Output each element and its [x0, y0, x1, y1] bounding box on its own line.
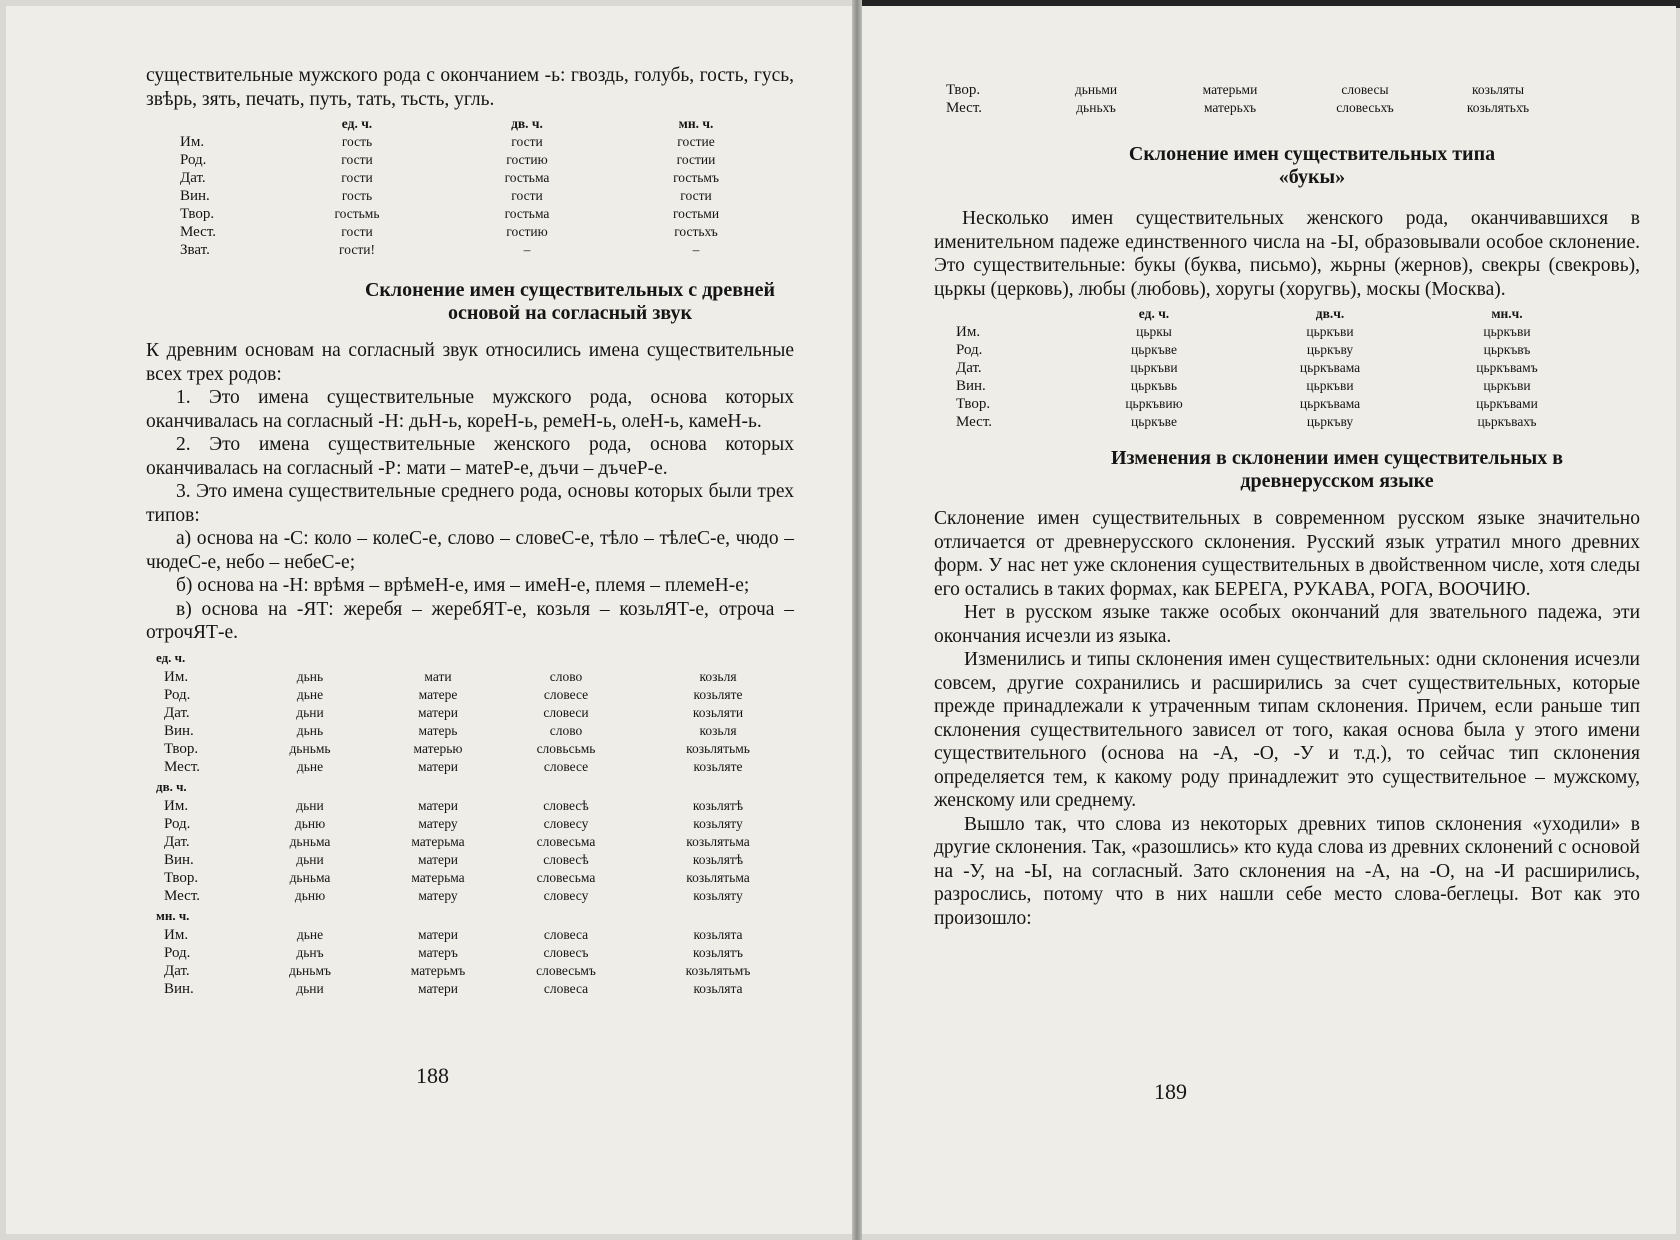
- case-label: Род.: [164, 944, 191, 961]
- table-cell: дьнь: [296, 668, 324, 684]
- case-label: Вин.: [164, 722, 194, 739]
- table-row: [164, 740, 804, 758]
- table-cell: гость: [341, 188, 373, 203]
- case-label: Дат.: [180, 170, 206, 186]
- table-row: [180, 133, 780, 151]
- paragraph: 3. Это имена существительные среднего рода, основы которых были трех типов:: [146, 481, 794, 526]
- table-cell: гости: [511, 134, 543, 149]
- case-label: Твор.: [180, 206, 215, 222]
- section-heading: Склонение имен существительных типа «букы»: [1128, 143, 1496, 188]
- table-cell: дьни: [296, 797, 324, 813]
- number-group-table: [164, 926, 804, 998]
- table-cell: словесьхъ: [1336, 100, 1394, 115]
- number-group-label: дв. ч.: [156, 778, 187, 794]
- table-cell: гостьми: [672, 206, 720, 221]
- table-cell: матеру: [418, 887, 458, 903]
- table-row: [180, 151, 780, 169]
- table-cell: словесе: [543, 758, 589, 774]
- table-cell: слово: [549, 722, 583, 738]
- table-cell: –: [692, 242, 700, 257]
- table-cell: матерьхъ: [1203, 100, 1257, 115]
- table-cell: словьсьмь: [536, 740, 596, 756]
- gost-declension-table: [180, 115, 780, 259]
- table-cell: цьркы: [1136, 324, 1172, 339]
- table-cell: словесу: [543, 887, 589, 903]
- table-cell: матеру: [418, 815, 458, 831]
- table-row: [164, 887, 804, 905]
- table-row: [946, 99, 1566, 117]
- table-cell: козьляты: [1471, 82, 1525, 97]
- table-cell: матерь: [418, 722, 458, 738]
- table-cell: гости: [341, 224, 373, 239]
- case-label: Вин.: [164, 851, 194, 868]
- table-cell: гости: [680, 188, 712, 203]
- number-group-table: [164, 797, 804, 905]
- column-header: ед. ч.: [1138, 306, 1170, 321]
- table-cell: словесьмъ: [536, 962, 596, 978]
- table-cell: козьля: [699, 722, 737, 738]
- case-label: Дат.: [164, 833, 190, 850]
- paragraph: Нет в русском языке также особых окончаний для звательного падежа, эти окончания исчезли из языка.: [934, 602, 1640, 647]
- table-row: [956, 341, 1596, 359]
- table-cell: –: [523, 242, 531, 257]
- case-label: Дат.: [164, 962, 190, 979]
- table-cell: козьляту: [693, 887, 743, 903]
- table-cell: козьлятѣ: [692, 851, 744, 867]
- table-cell: дьни: [296, 851, 324, 867]
- column-header: мн. ч.: [678, 116, 714, 131]
- table-cell: словесу: [543, 815, 589, 831]
- table-cell: козьлятьхъ: [1466, 100, 1530, 115]
- table-cell: козьлята: [693, 980, 743, 996]
- table-row: [164, 668, 804, 686]
- table-cell: цьркъве: [1131, 414, 1177, 429]
- table-cell: словесе: [543, 686, 589, 702]
- case-label: Твор.: [164, 869, 199, 886]
- table-cell: гости: [341, 170, 373, 185]
- table-cell: словесѣ: [543, 797, 589, 813]
- table-cell: гостьхъ: [674, 224, 718, 239]
- table-cell: цьркъвию: [1125, 396, 1183, 411]
- table-row: [164, 980, 804, 998]
- table-row: [164, 704, 804, 722]
- case-label: Род.: [164, 815, 191, 832]
- table-cell: слово: [549, 668, 583, 684]
- table-cell: матери: [418, 758, 458, 774]
- table-cell: цьркъве: [1131, 342, 1177, 357]
- table-cell: козьлятъ: [693, 944, 743, 960]
- paragraph: 2. Это имена существительные женского рода, основа которых оканчивалась на согласный -Р: мати – матеР-е, дъчи – дъчеР-е.: [146, 434, 794, 479]
- table-cell: словеса: [543, 926, 589, 942]
- table-row: [164, 833, 804, 851]
- table-cell: матерьма: [411, 833, 465, 849]
- table-row: [164, 962, 804, 980]
- case-label: Вин.: [956, 378, 986, 394]
- table-header-row: [180, 115, 780, 133]
- table-cell: гостию: [506, 152, 548, 167]
- table-row: [164, 944, 804, 962]
- table-cell: цьркъвама: [1299, 360, 1361, 375]
- table-cell: козьляте: [693, 758, 743, 774]
- table-cell: цьркъвами: [1476, 396, 1538, 411]
- table-cell: дьнь: [296, 722, 324, 738]
- consonant-declension-table: [146, 649, 794, 998]
- table-cell: словесьма: [536, 869, 596, 885]
- table-cell: цьркъви: [1306, 324, 1354, 339]
- page-number: 189: [1154, 1079, 1187, 1104]
- cerky-declension-table: [956, 305, 1596, 431]
- table-cell: дьньмь: [289, 740, 331, 756]
- table-cell: матери: [418, 926, 458, 942]
- table-cell: матерьма: [411, 869, 465, 885]
- table-cell: козьля: [699, 668, 737, 684]
- table-cell: цьркъву: [1306, 342, 1354, 357]
- table-cell: матеръ: [418, 944, 458, 960]
- table-cell: гости: [341, 152, 373, 167]
- table-row: [180, 223, 780, 241]
- table-row: [164, 797, 804, 815]
- case-label: Твор.: [164, 740, 199, 757]
- table-cell: гостии: [676, 152, 716, 167]
- case-label: Вин.: [164, 980, 194, 997]
- table-cell: цьркъвамъ: [1476, 360, 1538, 375]
- paragraph: К древним основам на согласный звук относились имена существительные всех трех родов:: [146, 340, 794, 385]
- table-cell: дьню: [294, 815, 326, 831]
- table-cell: дьньхъ: [1076, 100, 1116, 115]
- page-number: 188: [416, 1063, 449, 1088]
- table-cell: гостие: [677, 134, 715, 149]
- table-cell: гости: [511, 188, 543, 203]
- case-label: Вин.: [180, 188, 210, 204]
- table-cell: словеса: [543, 980, 589, 996]
- table-cell: матерьми: [1202, 82, 1258, 97]
- paragraph: Изменились и типы склонения имен существительных: одни склонения исчезли совсем, другие сохранились и расширились за счет существительных, которые прежде принадлежали к утраченным типам склонения. Причем, если раньше тип склонения существительного зависел от того, какая основа была у этого имени существительного (основа на -А, -О, -У и т.д.), то сейчас тип склонения определяется тем, к какому роду принадлежит это существительное – мужскому, женскому или среднему.: [934, 649, 1640, 811]
- paragraph: 1. Это имена существительные мужского рода, основа которых оканчивалась на согласный -Н: дьН-ь, кореН-ь, ремеН-ь, олеН-ь, камеН-ь.: [146, 387, 794, 432]
- table-cell: козьлятьмь: [686, 740, 750, 756]
- case-label: Род.: [164, 686, 191, 703]
- table-cell: козьлятѣ: [692, 797, 744, 813]
- table-cell: словесьма: [536, 833, 596, 849]
- case-label: Зват.: [180, 242, 210, 258]
- paragraph: Несколько имен существительных женского рода, оканчивавшихся в именительном падеже единственного числа на -Ы, образовывали особое склонение. Это существительные: букы (буква, письмо), жьрны (жернов), свекры (свекровь), цьркы (церковь), любы (любовь), хоругы (хоругвь), москы (Москва).: [934, 208, 1640, 300]
- table-row: [956, 359, 1596, 377]
- case-label: Мест.: [956, 414, 993, 430]
- table-header-row: [956, 305, 1596, 323]
- case-label: Мест.: [946, 100, 983, 116]
- section-heading: Склонение имен существительных с древней основой на согласный звук: [364, 279, 776, 324]
- table-row: [164, 758, 804, 776]
- table-cell: матери: [418, 851, 458, 867]
- table-cell: дьню: [294, 887, 326, 903]
- table-cell: гость: [341, 134, 373, 149]
- left-column: [146, 64, 794, 998]
- table-cell: гости!: [339, 242, 375, 257]
- page-188: [6, 6, 852, 1234]
- case-label: Им.: [956, 324, 981, 340]
- case-label: Им.: [164, 797, 189, 814]
- table-row: [164, 869, 804, 887]
- table-row: [164, 926, 804, 944]
- table-cell: словесы: [1341, 82, 1389, 97]
- table-cell: матери: [418, 980, 458, 996]
- table-cell: матери: [418, 797, 458, 813]
- number-group-table: [164, 668, 804, 776]
- column-header: дв. ч.: [511, 116, 543, 131]
- table-row: [164, 722, 804, 740]
- table-row: [956, 377, 1596, 395]
- case-label: Род.: [956, 342, 983, 358]
- paragraph: б) основа на -Н: врѣмя – врѣмеН-е, имя – имеН-е, племя – племеН-е;: [176, 575, 750, 596]
- column-header: [956, 305, 1066, 323]
- table-cell: козьлята: [693, 926, 743, 942]
- case-label: Мест.: [180, 224, 217, 240]
- table-row: [180, 205, 780, 223]
- column-header: [180, 115, 272, 133]
- table-cell: дьньма: [289, 833, 331, 849]
- table-cell: дьньмъ: [289, 962, 331, 978]
- table-cell: козьляту: [693, 815, 743, 831]
- paragraph: Вышло так, что слова из некоторых древних типов склонения «уходили» в другие склонения. Так, «разошлись» кто куда слова из древних склонений с основой на -У, на -Ы, на согласный. Зато склонения на -А, на -О, на -И расширились, разрослись, потому что в них нашли себе место слова-беглецы. Вот как это произошло:: [934, 813, 1640, 929]
- table-cell: козьлятьма: [686, 833, 750, 849]
- case-label: Им.: [180, 134, 205, 150]
- table-cell: цьркъви: [1483, 324, 1531, 339]
- table-cell: цьркъвъ: [1483, 342, 1531, 357]
- right-column: [934, 81, 1640, 930]
- intro-text: существительные мужского рода с окончанием -ь: гвоздь, голубь, гость, гусь, звѣрь, зять, печать, путь, тать, тьсть, угль.: [146, 65, 794, 110]
- table-cell: козьлятьма: [686, 869, 750, 885]
- table-row: [956, 413, 1596, 431]
- case-label: Мест.: [164, 887, 201, 904]
- table-row: [956, 323, 1596, 341]
- table-cell: матерью: [413, 740, 463, 756]
- table-cell: словесъ: [543, 944, 589, 960]
- table-cell: словесѣ: [543, 851, 589, 867]
- table-cell: матерьмъ: [410, 962, 466, 978]
- table-cell: цьркъви: [1130, 360, 1178, 375]
- table-cell: дьне: [296, 758, 324, 774]
- case-label: Твор.: [946, 82, 981, 98]
- case-label: Им.: [164, 668, 189, 685]
- table-cell: козьляти: [692, 704, 744, 720]
- column-header: ед. ч.: [341, 116, 373, 131]
- table-cell: мати: [424, 668, 452, 684]
- number-group-label: ед. ч.: [156, 649, 186, 665]
- table-cell: гостьма: [504, 206, 550, 221]
- table-cell: дьни: [296, 980, 324, 996]
- table-row: [946, 81, 1566, 99]
- table-cell: цьркъвахъ: [1477, 414, 1537, 429]
- table-cell: дьньма: [289, 869, 331, 885]
- number-group-label: мн. ч.: [156, 907, 190, 923]
- case-label: Твор.: [956, 396, 991, 412]
- table-cell: матери: [418, 704, 458, 720]
- table-row: [164, 815, 804, 833]
- paragraph: в) основа на -ЯТ: жеребя – жеребЯТ-е, козьля – козьлЯТ-е, отроча – отрочЯТ-е.: [146, 598, 794, 643]
- table-row: [180, 187, 780, 205]
- table-cell: дьне: [296, 926, 324, 942]
- table-cell: дьни: [296, 704, 324, 720]
- table-cell: козьлятьмъ: [685, 962, 751, 978]
- table-cell: цьркъви: [1483, 378, 1531, 393]
- consonant-table-continuation: [946, 81, 1566, 117]
- paragraph: Склонение имен существительных в современном русском языке значительно отличается от древнерусского склонения. Русский язык утратил много древних форм. У нас нет уже склонения существительных в двойственном числе, хотя следы его остались в таких формах, как БЕРЕГА, РУКАВА, РОГА, ВООЧИЮ.: [934, 508, 1640, 600]
- table-cell: дьньми: [1074, 82, 1118, 97]
- table-cell: гостьмь: [334, 206, 380, 221]
- column-header: дв.ч.: [1315, 306, 1345, 321]
- table-cell: гостию: [506, 224, 548, 239]
- table-row: [180, 169, 780, 187]
- paragraph: а) основа на -С: коло – колеС-е, слово – словеС-е, тѣло – тѣлеС-е, чюдо – чюдеС-е, небо – небеС-е;: [146, 528, 794, 573]
- case-label: Дат.: [956, 360, 982, 376]
- section-heading: Изменения в склонении имен существительных в древнерусском языке: [1110, 447, 1564, 492]
- table-cell: гостьма: [504, 170, 550, 185]
- table-row: [956, 395, 1596, 413]
- table-cell: словеси: [543, 704, 589, 720]
- case-label: Род.: [180, 152, 207, 168]
- table-cell: цьркъвь: [1130, 378, 1178, 393]
- page-189: [862, 6, 1676, 1234]
- table-row: [180, 241, 780, 259]
- book-gutter: [852, 0, 862, 1240]
- table-cell: цьркъви: [1306, 378, 1354, 393]
- table-cell: матере: [418, 686, 458, 702]
- table-row: [164, 851, 804, 869]
- table-cell: цьркъвама: [1299, 396, 1361, 411]
- table-cell: дьнъ: [296, 944, 324, 960]
- table-cell: цьркъву: [1306, 414, 1354, 429]
- column-header: мн.ч.: [1491, 306, 1523, 321]
- table-row: [164, 686, 804, 704]
- case-label: Мест.: [164, 758, 201, 775]
- case-label: Им.: [164, 926, 189, 943]
- table-cell: гостьмъ: [673, 170, 719, 185]
- case-label: Дат.: [164, 704, 190, 721]
- table-cell: дьне: [296, 686, 324, 702]
- table-cell: козьляте: [693, 686, 743, 702]
